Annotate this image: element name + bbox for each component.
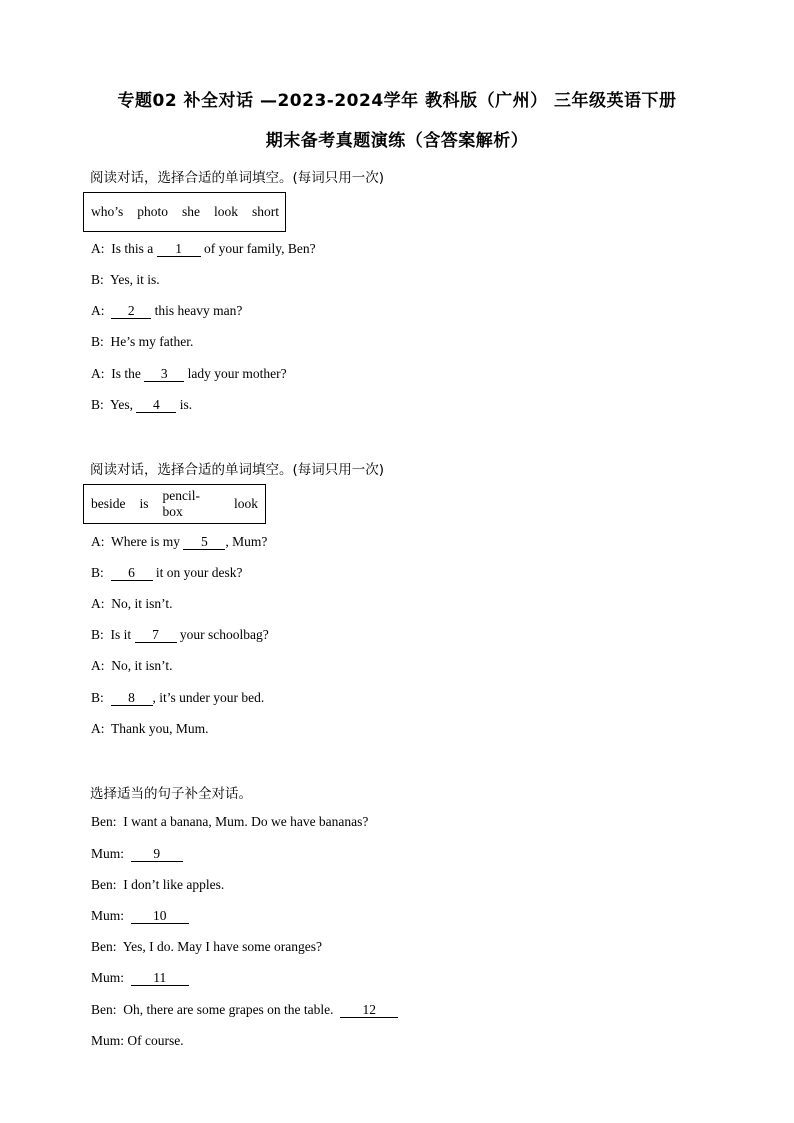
dialogue-line (91, 814, 368, 830)
line-text: Ben: I don’t like apples. (91, 877, 225, 892)
line-text: B: Is it (91, 627, 135, 642)
dialogue-line (91, 303, 242, 319)
line-text: A: (91, 303, 112, 318)
line-text: B: (91, 565, 111, 580)
word-bank-item: beside (91, 496, 126, 511)
line-text: A: Is the (91, 366, 145, 381)
answer-blank-10[interactable]: 10 (131, 909, 189, 924)
line-text: is. (176, 397, 193, 412)
section1-word-box (83, 192, 286, 232)
section2-word-box (83, 484, 266, 524)
line-text: Ben: Oh, there are some grapes on the table. (91, 1002, 341, 1017)
line-text: B: Yes, (91, 397, 137, 412)
word-bank-item: photo (137, 204, 169, 219)
dialogue-line (91, 690, 264, 706)
word-bank-item: who’s (91, 204, 124, 219)
dialogue-line (91, 1033, 184, 1049)
line-text: A: No, it isn’t. (91, 658, 173, 673)
dialogue-line (91, 534, 267, 550)
answer-blank-4[interactable]: 4 (136, 398, 176, 413)
dialogue-line (91, 908, 189, 924)
dialogue-line (91, 877, 224, 893)
answer-blank-9[interactable]: 9 (131, 847, 183, 862)
line-text: this heavy man? (151, 303, 243, 318)
section2-instruction: 阅读对话，选择合适的单词填空。(每词只用一次) (90, 462, 385, 478)
dialogue-line (91, 1002, 398, 1018)
section1-instruction: 阅读对话，选择合适的单词填空。(每词只用一次) (90, 170, 385, 186)
word-bank-item: look (214, 204, 239, 219)
dialogue-line (91, 241, 316, 257)
dialogue-line (91, 272, 160, 288)
dialogue-line (91, 397, 192, 413)
line-text: Ben: Yes, I do. May I have some oranges? (91, 939, 322, 954)
answer-blank-2[interactable]: 2 (111, 304, 151, 319)
dialogue-line (91, 658, 173, 674)
line-text: lady your mother? (184, 366, 287, 381)
answer-blank-7[interactable]: 7 (135, 628, 177, 643)
dialogue-line (91, 627, 269, 643)
word-bank-item: short (252, 204, 280, 219)
line-text: Mum: (91, 970, 131, 985)
word-bank-item: look (233, 496, 258, 511)
line-text: Ben: I want a banana, Mum. Do we have bananas? (91, 814, 369, 829)
doc-title-line2: 期末备考真题演练（含答案解析） (265, 131, 529, 151)
dialogue-line (91, 565, 243, 581)
dialogue-line (91, 596, 173, 612)
line-text: Mum: (91, 908, 131, 923)
line-text: , it’s under your bed. (152, 690, 265, 705)
line-text: B: He’s my father. (91, 334, 194, 349)
dialogue-line (91, 366, 287, 382)
word-bank-item: is (139, 496, 149, 511)
dialogue-line (91, 970, 189, 986)
section3-instruction: 选择适当的句子补全对话。 (90, 786, 252, 802)
answer-blank-12[interactable]: 12 (340, 1003, 398, 1018)
line-text: , Mum? (225, 534, 268, 549)
answer-blank-5[interactable]: 5 (183, 535, 225, 550)
line-text: A: Is this a (91, 241, 157, 256)
line-text: A: Thank you, Mum. (91, 721, 209, 736)
line-text: of your family, Ben? (200, 241, 316, 256)
line-text: B: Yes, it is. (91, 272, 160, 287)
word-bank-item: pencil-box (162, 488, 200, 519)
line-text: A: No, it isn’t. (91, 596, 173, 611)
dialogue-line (91, 846, 183, 862)
dialogue-line (91, 334, 193, 350)
line-text: it on your desk? (152, 565, 243, 580)
line-text: Mum: Of course. (91, 1033, 184, 1048)
dialogue-line (91, 939, 322, 955)
doc-title-line1: 专题02 补全对话 —2023-2024学年 教科版（广州） 三年级英语下册 (117, 91, 677, 111)
answer-blank-3[interactable]: 3 (144, 367, 184, 382)
dialogue-line (91, 721, 209, 737)
answer-blank-6[interactable]: 6 (111, 566, 153, 581)
line-text: A: Where is my (91, 534, 184, 549)
answer-blank-8[interactable]: 8 (111, 691, 153, 706)
answer-blank-1[interactable]: 1 (157, 242, 201, 257)
line-text: your schoolbag? (176, 627, 269, 642)
answer-blank-11[interactable]: 11 (131, 971, 189, 986)
line-text: B: (91, 690, 111, 705)
word-bank-item: she (182, 204, 201, 219)
line-text: Mum: (91, 846, 131, 861)
